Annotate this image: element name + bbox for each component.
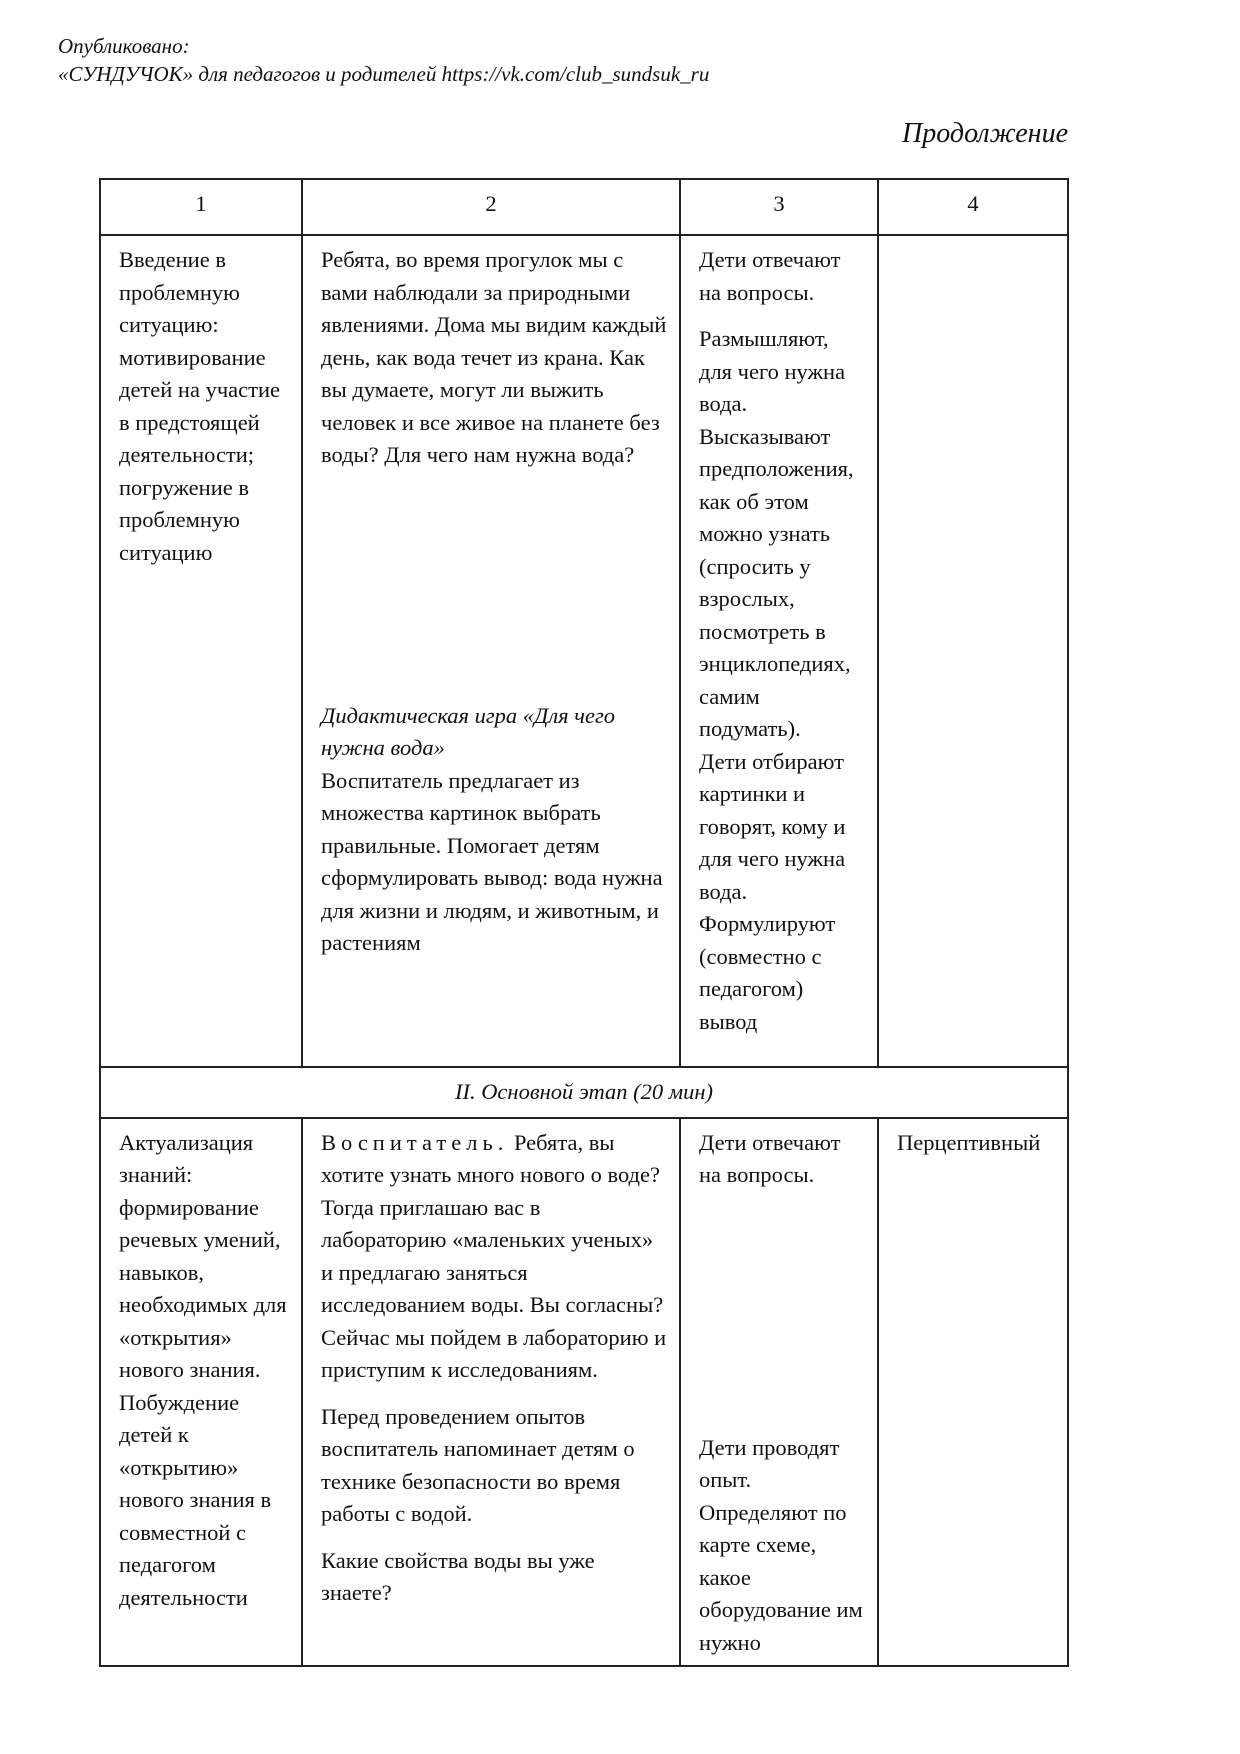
col-header: 2: [302, 179, 680, 235]
stage-cell: Актуализация знаний: формирование речевых умений, навыков, необходимых для «открытия» нового знания. Побуждение детей к «открытию» нового знания в совместной с педагогом деятельности: [100, 1118, 302, 1667]
teacher-cell: [302, 235, 680, 1067]
children-cell: [680, 235, 878, 1067]
teacher-text: Какие свойства воды вы уже знаете?: [321, 1547, 595, 1605]
section-row: [100, 1067, 1068, 1118]
type-cell: [878, 235, 1068, 1067]
teacher-text: Перед проведением опытов воспитатель напоминает детям о технике безопасности во время работы с водой.: [321, 1403, 635, 1526]
children-text: Дети отвечают на вопросы.: [699, 1129, 841, 1187]
col-header: 4: [878, 179, 1068, 235]
stage-cell: Введение в проблемную ситуацию: мотивирование детей на участие в предстоящей деятельности; погружение в проблемную ситуацию: [100, 235, 302, 1067]
col-header: 1: [100, 179, 302, 235]
children-text: Дети отбирают картинки и говорят, кому и для чего нужна вода. Формулируют (совместно с педагогом) вывод: [699, 748, 846, 1034]
children-text: Дети проводят опыт. Определяют по карте схеме, какое оборудование им нужно: [699, 1434, 863, 1655]
children-text: Размышляют, для чего нужна вода. Высказывают предположения, как об этом можно узнать (спросить у взрослых, посмотреть в энциклопедиях, самим подумать).: [699, 326, 854, 741]
type-cell: Перцептивный: [878, 1118, 1068, 1667]
speaker-label: Воспитатель.: [321, 1129, 509, 1155]
table-row: [100, 1118, 1068, 1667]
teacher-text: Ребята, во время прогулок мы с вами наблюдали за природными явлениями. Дома мы видим каждый день, как вода течет из крана. Как вы думаете, могут ли выжить человек и все живое на планете без воды? Для чего нам нужна вода?: [321, 247, 667, 467]
children-text: Дети отвечают на вопросы.: [699, 247, 841, 305]
continuation-label: Продолжение: [902, 118, 1068, 149]
lesson-table: [99, 178, 1069, 1667]
children-cell: [680, 1118, 878, 1667]
teacher-cell: [302, 1118, 680, 1667]
published-label: Опубликовано:: [58, 34, 190, 58]
teacher-text: Воспитатель предлагает из множества картинок выбрать правильные. Помогает детям сформулировать вывод: вода нужна для жизни и людям, и животным, и растениям: [321, 767, 663, 955]
col-header: 3: [680, 179, 878, 235]
section-title: II. Основной этап (20 мин): [100, 1067, 1068, 1118]
table-row: [100, 235, 1068, 1067]
source-line: «СУНДУЧОК» для педагогов и родителей https://vk.com/club_sundsuk_ru: [58, 62, 710, 86]
teacher-text: Ребята, вы хотите узнать много нового о воде? Тогда приглашаю вас в лабораторию «маленьких ученых» и предлагаю заняться исследованием воды. Вы согласны? Сейчас мы пойдем в лабораторию и приступим к исследованиям.: [321, 1129, 667, 1382]
column-numbers-row: [100, 179, 1068, 235]
game-title: Дидактическая игра «Для чего нужна вода»: [321, 702, 615, 760]
